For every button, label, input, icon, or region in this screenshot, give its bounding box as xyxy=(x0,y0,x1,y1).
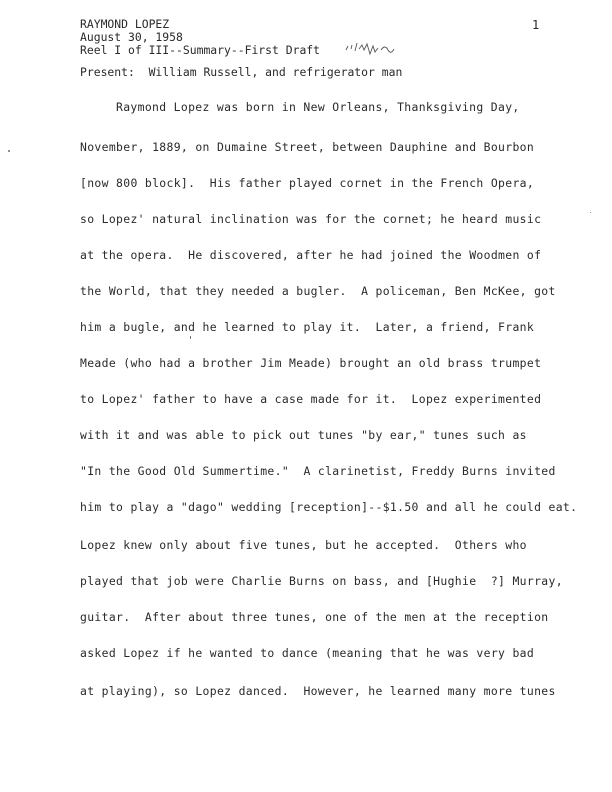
body-line: November, 1889, on Dumaine Street, between Dauphine and Bourbon xyxy=(80,140,535,154)
interview-date: August 30, 1958 xyxy=(80,30,183,44)
body-line: so Lopez' natural inclination was for the cornet; he heard music xyxy=(80,212,542,226)
body-line: him a bugle, and he learned to play it. Later, a friend, Frank xyxy=(80,320,535,334)
body-line: guitar. After about three tunes, one of the men at the reception xyxy=(80,610,549,624)
body-line: asked Lopez if he wanted to dance (meaning that he was very bad xyxy=(80,646,535,660)
scan-speck xyxy=(190,336,191,339)
body-line: at the opera. He discovered, after he had joined the Woodmen of xyxy=(80,248,542,262)
body-line: to Lopez' father to have a case made for it. Lopez experimented xyxy=(80,392,542,406)
page-number: 1 xyxy=(532,18,540,32)
present-line: Present: William Russell, and refrigerator man xyxy=(80,65,403,79)
body-line: [now 800 block]. His father played cornet in the French Opera, xyxy=(80,176,535,190)
handwritten-initials xyxy=(344,40,408,62)
scan-speck xyxy=(590,212,591,213)
body-line: "In the Good Old Summertime." A clarinetist, Freddy Burns invited xyxy=(80,464,556,478)
body-line: Meade (who had a brother Jim Meade) brought an old brass trumpet xyxy=(80,356,542,370)
body-line: Lopez knew only about five tunes, but he accepted. Others who xyxy=(80,538,527,552)
body-line: Raymond Lopez was born in New Orleans, Thanksgiving Day, xyxy=(116,100,520,114)
scan-speck xyxy=(8,150,10,152)
body-line: the World, that they needed a bugler. A policeman, Ben McKee, got xyxy=(80,284,556,298)
interviewee-name: RAYMOND LOPEZ xyxy=(80,17,170,31)
body-line: him to play a "dago" wedding [reception]--$1.50 and all he could eat. xyxy=(80,500,578,514)
reel-info: Reel I of III--Summary--First Draft xyxy=(80,43,321,57)
body-line: with it and was able to pick out tunes "by ear," tunes such as xyxy=(80,428,527,442)
body-line: at playing), so Lopez danced. However, he learned many more tunes xyxy=(80,684,556,698)
body-line: played that job were Charlie Burns on bass, and [Hughie ?] Murray, xyxy=(80,574,563,588)
